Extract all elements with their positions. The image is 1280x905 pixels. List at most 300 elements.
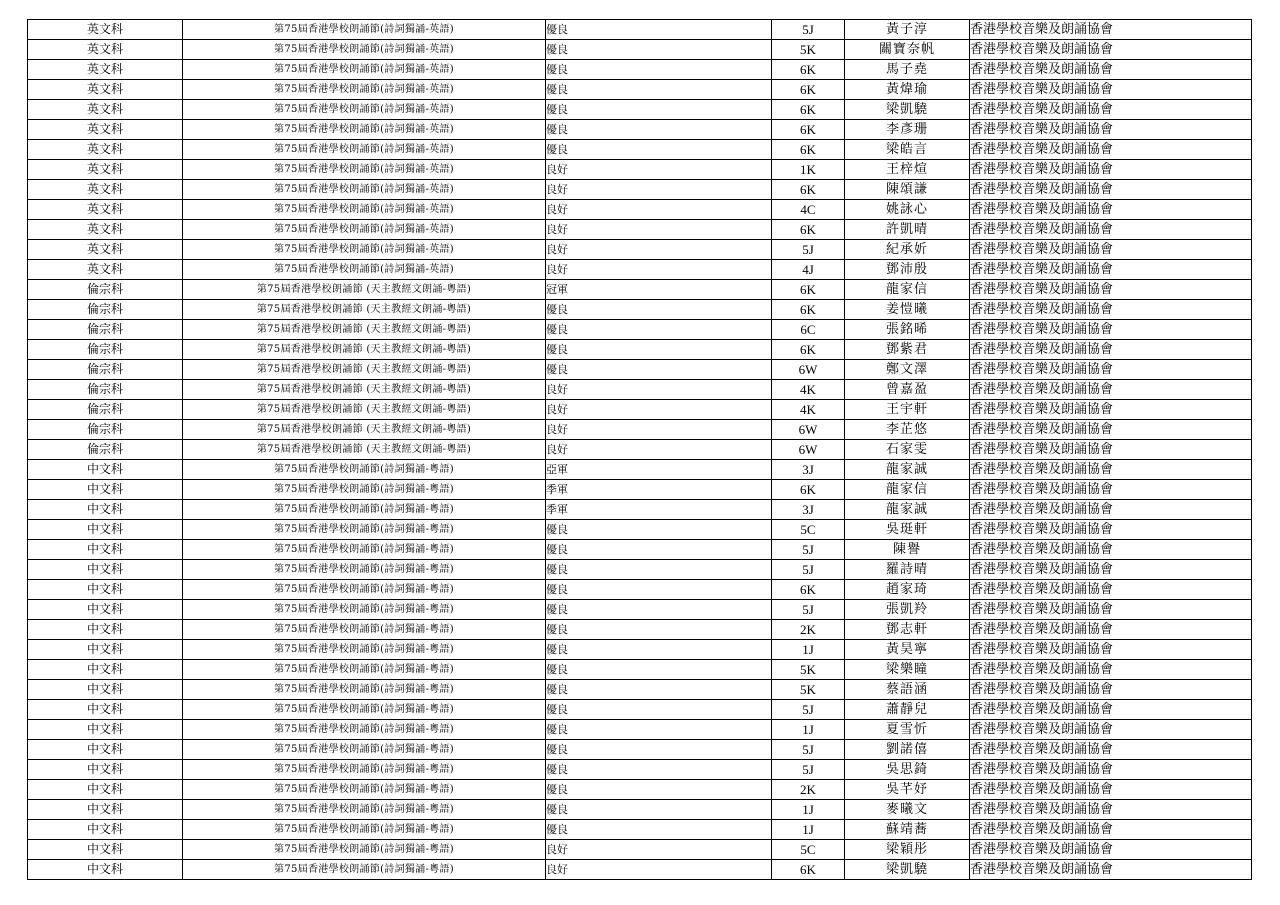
award-cell: 良好 bbox=[546, 840, 772, 860]
student-name-cell: 鄧沛殷 bbox=[845, 260, 970, 280]
student-name-cell: 劉諾僖 bbox=[845, 740, 970, 760]
organizer-cell: 香港學校音樂及朗誦協會 bbox=[970, 600, 1252, 620]
organizer-cell: 香港學校音樂及朗誦協會 bbox=[970, 800, 1252, 820]
class-cell: 5J bbox=[772, 740, 845, 760]
event-cell: 第75屆香港學校朗誦節(詩詞獨誦-英語) bbox=[183, 240, 546, 260]
student-name-cell: 梁皓言 bbox=[845, 140, 970, 160]
class-cell: 6W bbox=[772, 440, 845, 460]
subject-cell: 中文科 bbox=[28, 600, 183, 620]
table-row bbox=[28, 260, 1252, 280]
student-name-cell: 黃子淳 bbox=[845, 20, 970, 40]
event-cell: 第75屆香港學校朗誦節(詩詞獨誦-粵語) bbox=[183, 480, 546, 500]
class-cell: 4C bbox=[772, 200, 845, 220]
subject-cell: 中文科 bbox=[28, 480, 183, 500]
event-cell: 第75屆香港學校朗誦節(詩詞獨誦-英語) bbox=[183, 260, 546, 280]
awards-table bbox=[27, 19, 1252, 880]
class-cell: 6W bbox=[772, 360, 845, 380]
student-name-cell: 梁樂瞳 bbox=[845, 660, 970, 680]
class-cell: 5J bbox=[772, 760, 845, 780]
organizer-cell: 香港學校音樂及朗誦協會 bbox=[970, 740, 1252, 760]
class-cell: 4K bbox=[772, 380, 845, 400]
organizer-cell: 香港學校音樂及朗誦協會 bbox=[970, 660, 1252, 680]
award-cell: 良好 bbox=[546, 260, 772, 280]
student-name-cell: 蘇靖蕎 bbox=[845, 820, 970, 840]
class-cell: 1J bbox=[772, 820, 845, 840]
organizer-cell: 香港學校音樂及朗誦協會 bbox=[970, 620, 1252, 640]
event-cell: 第75屆香港學校朗誦節(詩詞獨誦-粵語) bbox=[183, 800, 546, 820]
award-cell: 良好 bbox=[546, 200, 772, 220]
subject-cell: 中文科 bbox=[28, 820, 183, 840]
subject-cell: 倫宗科 bbox=[28, 400, 183, 420]
table-row bbox=[28, 480, 1252, 500]
award-cell: 良好 bbox=[546, 240, 772, 260]
subject-cell: 英文科 bbox=[28, 220, 183, 240]
subject-cell: 倫宗科 bbox=[28, 340, 183, 360]
subject-cell: 倫宗科 bbox=[28, 380, 183, 400]
class-cell: 5J bbox=[772, 20, 845, 40]
subject-cell: 英文科 bbox=[28, 240, 183, 260]
table-row bbox=[28, 500, 1252, 520]
student-name-cell: 王梓煊 bbox=[845, 160, 970, 180]
award-cell: 優良 bbox=[546, 540, 772, 560]
award-cell: 優良 bbox=[546, 40, 772, 60]
event-cell: 第75屆香港學校朗誦節(詩詞獨誦-英語) bbox=[183, 40, 546, 60]
class-cell: 6K bbox=[772, 140, 845, 160]
table-row bbox=[28, 280, 1252, 300]
student-name-cell: 姜愷曦 bbox=[845, 300, 970, 320]
class-cell: 6K bbox=[772, 860, 845, 880]
student-name-cell: 張銘晞 bbox=[845, 320, 970, 340]
table-row bbox=[28, 560, 1252, 580]
table-row bbox=[28, 860, 1252, 880]
student-name-cell: 紀承妡 bbox=[845, 240, 970, 260]
subject-cell: 英文科 bbox=[28, 260, 183, 280]
class-cell: 3J bbox=[772, 460, 845, 480]
organizer-cell: 香港學校音樂及朗誦協會 bbox=[970, 340, 1252, 360]
student-name-cell: 趙家琦 bbox=[845, 580, 970, 600]
event-cell: 第75屆香港學校朗誦節(詩詞獨誦-粵語) bbox=[183, 620, 546, 640]
subject-cell: 英文科 bbox=[28, 60, 183, 80]
table-row bbox=[28, 420, 1252, 440]
student-name-cell: 王宇軒 bbox=[845, 400, 970, 420]
event-cell: 第75屆香港學校朗誦節 (天主教經文朗誦-粵語) bbox=[183, 340, 546, 360]
event-cell: 第75屆香港學校朗誦節(詩詞獨誦-粵語) bbox=[183, 820, 546, 840]
event-cell: 第75屆香港學校朗誦節(詩詞獨誦-粵語) bbox=[183, 680, 546, 700]
table-row bbox=[28, 180, 1252, 200]
event-cell: 第75屆香港學校朗誦節(詩詞獨誦-粵語) bbox=[183, 520, 546, 540]
subject-cell: 英文科 bbox=[28, 160, 183, 180]
subject-cell: 英文科 bbox=[28, 80, 183, 100]
event-cell: 第75屆香港學校朗誦節(詩詞獨誦-粵語) bbox=[183, 760, 546, 780]
event-cell: 第75屆香港學校朗誦節(詩詞獨誦-英語) bbox=[183, 200, 546, 220]
table-row bbox=[28, 20, 1252, 40]
class-cell: 6C bbox=[772, 320, 845, 340]
student-name-cell: 吳思錡 bbox=[845, 760, 970, 780]
class-cell: 3J bbox=[772, 500, 845, 520]
award-cell: 優良 bbox=[546, 100, 772, 120]
award-cell: 優良 bbox=[546, 520, 772, 540]
award-cell: 良好 bbox=[546, 380, 772, 400]
award-cell: 優良 bbox=[546, 320, 772, 340]
table-row bbox=[28, 740, 1252, 760]
subject-cell: 中文科 bbox=[28, 860, 183, 880]
award-cell: 冠軍 bbox=[546, 280, 772, 300]
student-name-cell: 梁凱驍 bbox=[845, 100, 970, 120]
table-row bbox=[28, 160, 1252, 180]
class-cell: 1K bbox=[772, 160, 845, 180]
organizer-cell: 香港學校音樂及朗誦協會 bbox=[970, 540, 1252, 560]
award-cell: 優良 bbox=[546, 120, 772, 140]
organizer-cell: 香港學校音樂及朗誦協會 bbox=[970, 160, 1252, 180]
student-name-cell: 鄧紫君 bbox=[845, 340, 970, 360]
award-cell: 良好 bbox=[546, 180, 772, 200]
subject-cell: 中文科 bbox=[28, 580, 183, 600]
table-row bbox=[28, 520, 1252, 540]
student-name-cell: 許凱晴 bbox=[845, 220, 970, 240]
class-cell: 5K bbox=[772, 40, 845, 60]
award-cell: 良好 bbox=[546, 420, 772, 440]
student-name-cell: 姚詠心 bbox=[845, 200, 970, 220]
table-row bbox=[28, 320, 1252, 340]
organizer-cell: 香港學校音樂及朗誦協會 bbox=[970, 260, 1252, 280]
subject-cell: 英文科 bbox=[28, 120, 183, 140]
event-cell: 第75屆香港學校朗誦節(詩詞獨誦-英語) bbox=[183, 80, 546, 100]
organizer-cell: 香港學校音樂及朗誦協會 bbox=[970, 40, 1252, 60]
subject-cell: 英文科 bbox=[28, 200, 183, 220]
table-row bbox=[28, 600, 1252, 620]
class-cell: 4J bbox=[772, 260, 845, 280]
class-cell: 5J bbox=[772, 600, 845, 620]
subject-cell: 中文科 bbox=[28, 700, 183, 720]
organizer-cell: 香港學校音樂及朗誦協會 bbox=[970, 420, 1252, 440]
student-name-cell: 陳頌謙 bbox=[845, 180, 970, 200]
subject-cell: 中文科 bbox=[28, 520, 183, 540]
class-cell: 5K bbox=[772, 680, 845, 700]
subject-cell: 中文科 bbox=[28, 760, 183, 780]
event-cell: 第75屆香港學校朗誦節 (天主教經文朗誦-粵語) bbox=[183, 320, 546, 340]
award-cell: 優良 bbox=[546, 620, 772, 640]
event-cell: 第75屆香港學校朗誦節(詩詞獨誦-粵語) bbox=[183, 840, 546, 860]
award-cell: 優良 bbox=[546, 600, 772, 620]
subject-cell: 倫宗科 bbox=[28, 420, 183, 440]
class-cell: 5J bbox=[772, 240, 845, 260]
organizer-cell: 香港學校音樂及朗誦協會 bbox=[970, 860, 1252, 880]
event-cell: 第75屆香港學校朗誦節(詩詞獨誦-英語) bbox=[183, 100, 546, 120]
student-name-cell: 龍家誠 bbox=[845, 460, 970, 480]
event-cell: 第75屆香港學校朗誦節 (天主教經文朗誦-粵語) bbox=[183, 280, 546, 300]
event-cell: 第75屆香港學校朗誦節(詩詞獨誦-英語) bbox=[183, 140, 546, 160]
organizer-cell: 香港學校音樂及朗誦協會 bbox=[970, 400, 1252, 420]
event-cell: 第75屆香港學校朗誦節 (天主教經文朗誦-粵語) bbox=[183, 300, 546, 320]
table-row bbox=[28, 40, 1252, 60]
class-cell: 1J bbox=[772, 720, 845, 740]
subject-cell: 中文科 bbox=[28, 720, 183, 740]
event-cell: 第75屆香港學校朗誦節(詩詞獨誦-英語) bbox=[183, 160, 546, 180]
award-cell: 亞軍 bbox=[546, 460, 772, 480]
award-cell: 優良 bbox=[546, 340, 772, 360]
award-cell: 優良 bbox=[546, 800, 772, 820]
subject-cell: 中文科 bbox=[28, 640, 183, 660]
table-row bbox=[28, 400, 1252, 420]
award-cell: 良好 bbox=[546, 160, 772, 180]
organizer-cell: 香港學校音樂及朗誦協會 bbox=[970, 380, 1252, 400]
organizer-cell: 香港學校音樂及朗誦協會 bbox=[970, 240, 1252, 260]
student-name-cell: 夏雪忻 bbox=[845, 720, 970, 740]
subject-cell: 中文科 bbox=[28, 540, 183, 560]
table-row bbox=[28, 620, 1252, 640]
student-name-cell: 黃煒瑜 bbox=[845, 80, 970, 100]
event-cell: 第75屆香港學校朗誦節(詩詞獨誦-英語) bbox=[183, 20, 546, 40]
organizer-cell: 香港學校音樂及朗誦協會 bbox=[970, 120, 1252, 140]
event-cell: 第75屆香港學校朗誦節(詩詞獨誦-粵語) bbox=[183, 780, 546, 800]
award-cell: 季軍 bbox=[546, 500, 772, 520]
event-cell: 第75屆香港學校朗誦節(詩詞獨誦-粵語) bbox=[183, 580, 546, 600]
class-cell: 6K bbox=[772, 80, 845, 100]
organizer-cell: 香港學校音樂及朗誦協會 bbox=[970, 580, 1252, 600]
table-row bbox=[28, 840, 1252, 860]
organizer-cell: 香港學校音樂及朗誦協會 bbox=[970, 280, 1252, 300]
subject-cell: 中文科 bbox=[28, 680, 183, 700]
award-cell: 良好 bbox=[546, 440, 772, 460]
subject-cell: 中文科 bbox=[28, 660, 183, 680]
event-cell: 第75屆香港學校朗誦節(詩詞獨誦-英語) bbox=[183, 220, 546, 240]
subject-cell: 中文科 bbox=[28, 740, 183, 760]
award-cell: 優良 bbox=[546, 560, 772, 580]
subject-cell: 英文科 bbox=[28, 140, 183, 160]
organizer-cell: 香港學校音樂及朗誦協會 bbox=[970, 560, 1252, 580]
class-cell: 6K bbox=[772, 220, 845, 240]
student-name-cell: 吳芊妤 bbox=[845, 780, 970, 800]
class-cell: 1J bbox=[772, 800, 845, 820]
award-cell: 優良 bbox=[546, 700, 772, 720]
table-row bbox=[28, 460, 1252, 480]
class-cell: 6W bbox=[772, 420, 845, 440]
organizer-cell: 香港學校音樂及朗誦協會 bbox=[970, 760, 1252, 780]
subject-cell: 倫宗科 bbox=[28, 360, 183, 380]
subject-cell: 英文科 bbox=[28, 20, 183, 40]
subject-cell: 英文科 bbox=[28, 180, 183, 200]
student-name-cell: 鄭文澤 bbox=[845, 360, 970, 380]
organizer-cell: 香港學校音樂及朗誦協會 bbox=[970, 360, 1252, 380]
table-row bbox=[28, 700, 1252, 720]
class-cell: 5C bbox=[772, 520, 845, 540]
event-cell: 第75屆香港學校朗誦節(詩詞獨誦-粵語) bbox=[183, 540, 546, 560]
event-cell: 第75屆香港學校朗誦節 (天主教經文朗誦-粵語) bbox=[183, 380, 546, 400]
event-cell: 第75屆香港學校朗誦節(詩詞獨誦-粵語) bbox=[183, 660, 546, 680]
class-cell: 6K bbox=[772, 120, 845, 140]
table-row bbox=[28, 360, 1252, 380]
table-row bbox=[28, 80, 1252, 100]
award-cell: 優良 bbox=[546, 300, 772, 320]
table-row bbox=[28, 120, 1252, 140]
class-cell: 2K bbox=[772, 780, 845, 800]
class-cell: 6K bbox=[772, 300, 845, 320]
event-cell: 第75屆香港學校朗誦節(詩詞獨誦-英語) bbox=[183, 60, 546, 80]
student-name-cell: 蕭靜兒 bbox=[845, 700, 970, 720]
subject-cell: 中文科 bbox=[28, 500, 183, 520]
class-cell: 5J bbox=[772, 540, 845, 560]
subject-cell: 中文科 bbox=[28, 800, 183, 820]
student-name-cell: 梁凱驍 bbox=[845, 860, 970, 880]
student-name-cell: 吳珽軒 bbox=[845, 520, 970, 540]
table-row bbox=[28, 220, 1252, 240]
subject-cell: 中文科 bbox=[28, 620, 183, 640]
award-cell: 優良 bbox=[546, 360, 772, 380]
organizer-cell: 香港學校音樂及朗誦協會 bbox=[970, 480, 1252, 500]
student-name-cell: 鄧志軒 bbox=[845, 620, 970, 640]
organizer-cell: 香港學校音樂及朗誦協會 bbox=[970, 720, 1252, 740]
event-cell: 第75屆香港學校朗誦節 (天主教經文朗誦-粵語) bbox=[183, 420, 546, 440]
student-name-cell: 黃昊寧 bbox=[845, 640, 970, 660]
event-cell: 第75屆香港學校朗誦節(詩詞獨誦-粵語) bbox=[183, 720, 546, 740]
class-cell: 1J bbox=[772, 640, 845, 660]
subject-cell: 倫宗科 bbox=[28, 300, 183, 320]
organizer-cell: 香港學校音樂及朗誦協會 bbox=[970, 840, 1252, 860]
award-cell: 優良 bbox=[546, 80, 772, 100]
class-cell: 5C bbox=[772, 840, 845, 860]
award-cell: 優良 bbox=[546, 60, 772, 80]
class-cell: 2K bbox=[772, 620, 845, 640]
class-cell: 6K bbox=[772, 340, 845, 360]
subject-cell: 中文科 bbox=[28, 460, 183, 480]
student-name-cell: 龍家信 bbox=[845, 480, 970, 500]
table-row bbox=[28, 640, 1252, 660]
table-row bbox=[28, 380, 1252, 400]
table-row bbox=[28, 540, 1252, 560]
event-cell: 第75屆香港學校朗誦節(詩詞獨誦-粵語) bbox=[183, 460, 546, 480]
subject-cell: 倫宗科 bbox=[28, 440, 183, 460]
event-cell: 第75屆香港學校朗誦節(詩詞獨誦-英語) bbox=[183, 120, 546, 140]
event-cell: 第75屆香港學校朗誦節(詩詞獨誦-粵語) bbox=[183, 700, 546, 720]
class-cell: 4K bbox=[772, 400, 845, 420]
class-cell: 5K bbox=[772, 660, 845, 680]
organizer-cell: 香港學校音樂及朗誦協會 bbox=[970, 520, 1252, 540]
organizer-cell: 香港學校音樂及朗誦協會 bbox=[970, 640, 1252, 660]
student-name-cell: 李芷悠 bbox=[845, 420, 970, 440]
student-name-cell: 張凱羚 bbox=[845, 600, 970, 620]
subject-cell: 中文科 bbox=[28, 780, 183, 800]
event-cell: 第75屆香港學校朗誦節 (天主教經文朗誦-粵語) bbox=[183, 440, 546, 460]
award-cell: 優良 bbox=[546, 720, 772, 740]
award-cell: 優良 bbox=[546, 680, 772, 700]
organizer-cell: 香港學校音樂及朗誦協會 bbox=[970, 320, 1252, 340]
table-row bbox=[28, 60, 1252, 80]
organizer-cell: 香港學校音樂及朗誦協會 bbox=[970, 780, 1252, 800]
table-row bbox=[28, 680, 1252, 700]
organizer-cell: 香港學校音樂及朗誦協會 bbox=[970, 140, 1252, 160]
organizer-cell: 香港學校音樂及朗誦協會 bbox=[970, 20, 1252, 40]
student-name-cell: 曾嘉盈 bbox=[845, 380, 970, 400]
award-cell: 優良 bbox=[546, 20, 772, 40]
organizer-cell: 香港學校音樂及朗誦協會 bbox=[970, 180, 1252, 200]
table-row bbox=[28, 760, 1252, 780]
student-name-cell: 梁穎彤 bbox=[845, 840, 970, 860]
award-cell: 優良 bbox=[546, 580, 772, 600]
awards-table-body bbox=[28, 20, 1252, 880]
student-name-cell: 石家雯 bbox=[845, 440, 970, 460]
organizer-cell: 香港學校音樂及朗誦協會 bbox=[970, 80, 1252, 100]
event-cell: 第75屆香港學校朗誦節(詩詞獨誦-粵語) bbox=[183, 640, 546, 660]
table-row bbox=[28, 660, 1252, 680]
event-cell: 第75屆香港學校朗誦節(詩詞獨誦-粵語) bbox=[183, 500, 546, 520]
award-cell: 良好 bbox=[546, 220, 772, 240]
event-cell: 第75屆香港學校朗誦節(詩詞獨誦-粵語) bbox=[183, 600, 546, 620]
award-cell: 季軍 bbox=[546, 480, 772, 500]
organizer-cell: 香港學校音樂及朗誦協會 bbox=[970, 500, 1252, 520]
student-name-cell: 蔡語涵 bbox=[845, 680, 970, 700]
table-row bbox=[28, 340, 1252, 360]
event-cell: 第75屆香港學校朗誦節(詩詞獨誦-粵語) bbox=[183, 860, 546, 880]
event-cell: 第75屆香港學校朗誦節(詩詞獨誦-英語) bbox=[183, 180, 546, 200]
table-row bbox=[28, 240, 1252, 260]
event-cell: 第75屆香港學校朗誦節 (天主教經文朗誦-粵語) bbox=[183, 360, 546, 380]
award-cell: 優良 bbox=[546, 780, 772, 800]
award-cell: 優良 bbox=[546, 140, 772, 160]
table-row bbox=[28, 780, 1252, 800]
award-cell: 優良 bbox=[546, 660, 772, 680]
award-cell: 優良 bbox=[546, 740, 772, 760]
organizer-cell: 香港學校音樂及朗誦協會 bbox=[970, 200, 1252, 220]
table-row bbox=[28, 820, 1252, 840]
event-cell: 第75屆香港學校朗誦節(詩詞獨誦-粵語) bbox=[183, 560, 546, 580]
organizer-cell: 香港學校音樂及朗誦協會 bbox=[970, 700, 1252, 720]
table-row bbox=[28, 440, 1252, 460]
student-name-cell: 麥曦文 bbox=[845, 800, 970, 820]
award-cell: 良好 bbox=[546, 400, 772, 420]
table-row bbox=[28, 300, 1252, 320]
organizer-cell: 香港學校音樂及朗誦協會 bbox=[970, 460, 1252, 480]
class-cell: 6K bbox=[772, 580, 845, 600]
subject-cell: 英文科 bbox=[28, 40, 183, 60]
table-row bbox=[28, 580, 1252, 600]
class-cell: 6K bbox=[772, 480, 845, 500]
organizer-cell: 香港學校音樂及朗誦協會 bbox=[970, 300, 1252, 320]
table-row bbox=[28, 200, 1252, 220]
subject-cell: 英文科 bbox=[28, 100, 183, 120]
table-row bbox=[28, 100, 1252, 120]
organizer-cell: 香港學校音樂及朗誦協會 bbox=[970, 440, 1252, 460]
student-name-cell: 關寶奈帆 bbox=[845, 40, 970, 60]
class-cell: 6K bbox=[772, 280, 845, 300]
table-row bbox=[28, 720, 1252, 740]
event-cell: 第75屆香港學校朗誦節(詩詞獨誦-粵語) bbox=[183, 740, 546, 760]
subject-cell: 中文科 bbox=[28, 560, 183, 580]
class-cell: 5J bbox=[772, 700, 845, 720]
subject-cell: 倫宗科 bbox=[28, 280, 183, 300]
organizer-cell: 香港學校音樂及朗誦協會 bbox=[970, 100, 1252, 120]
student-name-cell: 羅詩晴 bbox=[845, 560, 970, 580]
event-cell: 第75屆香港學校朗誦節 (天主教經文朗誦-粵語) bbox=[183, 400, 546, 420]
student-name-cell: 龍家信 bbox=[845, 280, 970, 300]
class-cell: 6K bbox=[772, 180, 845, 200]
table-row bbox=[28, 140, 1252, 160]
organizer-cell: 香港學校音樂及朗誦協會 bbox=[970, 820, 1252, 840]
subject-cell: 倫宗科 bbox=[28, 320, 183, 340]
award-cell: 優良 bbox=[546, 640, 772, 660]
student-name-cell: 馬子堯 bbox=[845, 60, 970, 80]
subject-cell: 中文科 bbox=[28, 840, 183, 860]
organizer-cell: 香港學校音樂及朗誦協會 bbox=[970, 220, 1252, 240]
class-cell: 5J bbox=[772, 560, 845, 580]
student-name-cell: 龍家誠 bbox=[845, 500, 970, 520]
award-cell: 優良 bbox=[546, 760, 772, 780]
organizer-cell: 香港學校音樂及朗誦協會 bbox=[970, 60, 1252, 80]
student-name-cell: 李彥珊 bbox=[845, 120, 970, 140]
class-cell: 6K bbox=[772, 100, 845, 120]
award-cell: 優良 bbox=[546, 820, 772, 840]
class-cell: 6K bbox=[772, 60, 845, 80]
student-name-cell: 陳譽 bbox=[845, 540, 970, 560]
